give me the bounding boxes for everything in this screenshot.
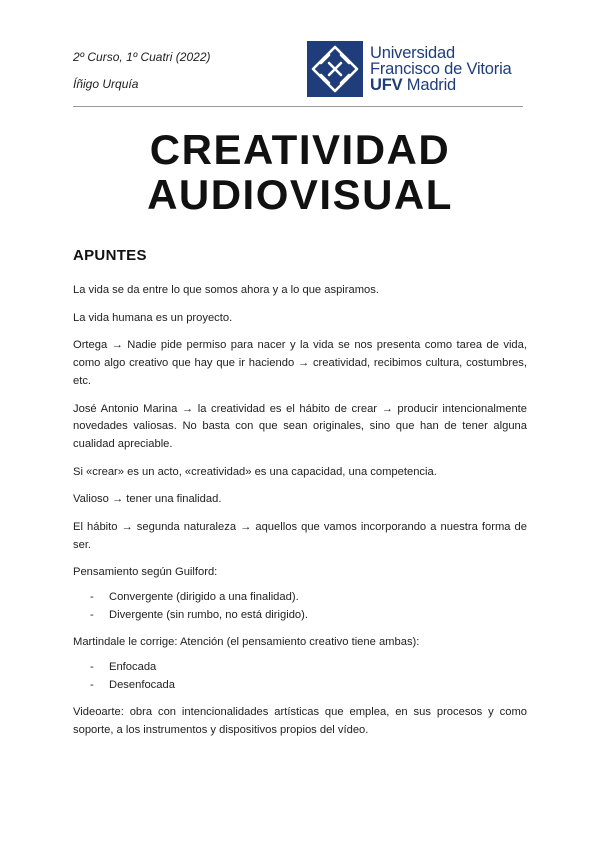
document-title [0,127,600,217]
university-logo [307,41,512,97]
course-label: 2º Curso, 1º Cuatri (2022) [73,50,211,64]
author-label: Íñigo Urquía [73,77,139,91]
paragraph: Si «crear» es un acto, «creatividad» es una capacidad, una competencia. [73,465,437,478]
paragraph: Pensamiento según Guilford: [73,566,218,579]
guilford-list [73,589,527,624]
ufv-emblem-icon [307,41,363,97]
paragraph: Videoarte: obra con intencionalidades artísticas que emplea, en sus procesos y como soporte, a los instrumentos y dispositivos propios del vídeo. [73,706,527,736]
paragraph: La vida humana es un proyecto. [73,311,233,324]
list-item: - Divergente (sin rumbo, no está dirigido). [73,607,527,625]
paragraph: Martindale le corrige: Atención (el pensamiento creativo tiene ambas): [73,636,420,649]
martindale-list [73,659,527,694]
paragraph: Ortega → Nadie pide permiso para nacer y la vida se nos presenta como tarea de vida, como algo creativo que hay que ir haciendo → creatividad, recibimos cultura, costumbres, etc. [73,339,527,387]
logo-madrid: Madrid [406,76,457,94]
document-body [73,282,527,750]
title-line-1: CREATIVIDAD [149,126,451,173]
section-heading: APUNTES [73,247,147,264]
paragraph: La vida se da entre lo que somos ahora y a lo que aspiramos. [73,284,379,296]
list-item: - Enfocada [73,659,527,677]
paragraph: El hábito → segunda naturaleza → aquellos que vamos incorporando a nuestra forma de ser. [73,521,527,551]
logo-wordmark [370,45,512,93]
list-item: - Convergente (dirigido a una finalidad). [73,589,527,607]
header-divider [73,106,523,107]
list-item: - Desenfocada [73,677,527,695]
title-line-2: AUDIOVISUAL [147,171,453,218]
logo-line-3 [370,77,512,93]
logo-line-1: Universidad [370,44,455,62]
paragraph: José Antonio Marina → la creatividad es el hábito de crear → producir intencionalmente novedades valiosas. No basta con que sean originales, sino que han de tener alguna cualidad apreciable. [73,402,527,450]
document-header-meta [73,44,211,98]
logo-line-2: Francisco de Vitoria [370,60,512,78]
paragraph: Valioso → tener una finalidad. [73,493,222,506]
logo-ufv: UFV [370,76,403,94]
